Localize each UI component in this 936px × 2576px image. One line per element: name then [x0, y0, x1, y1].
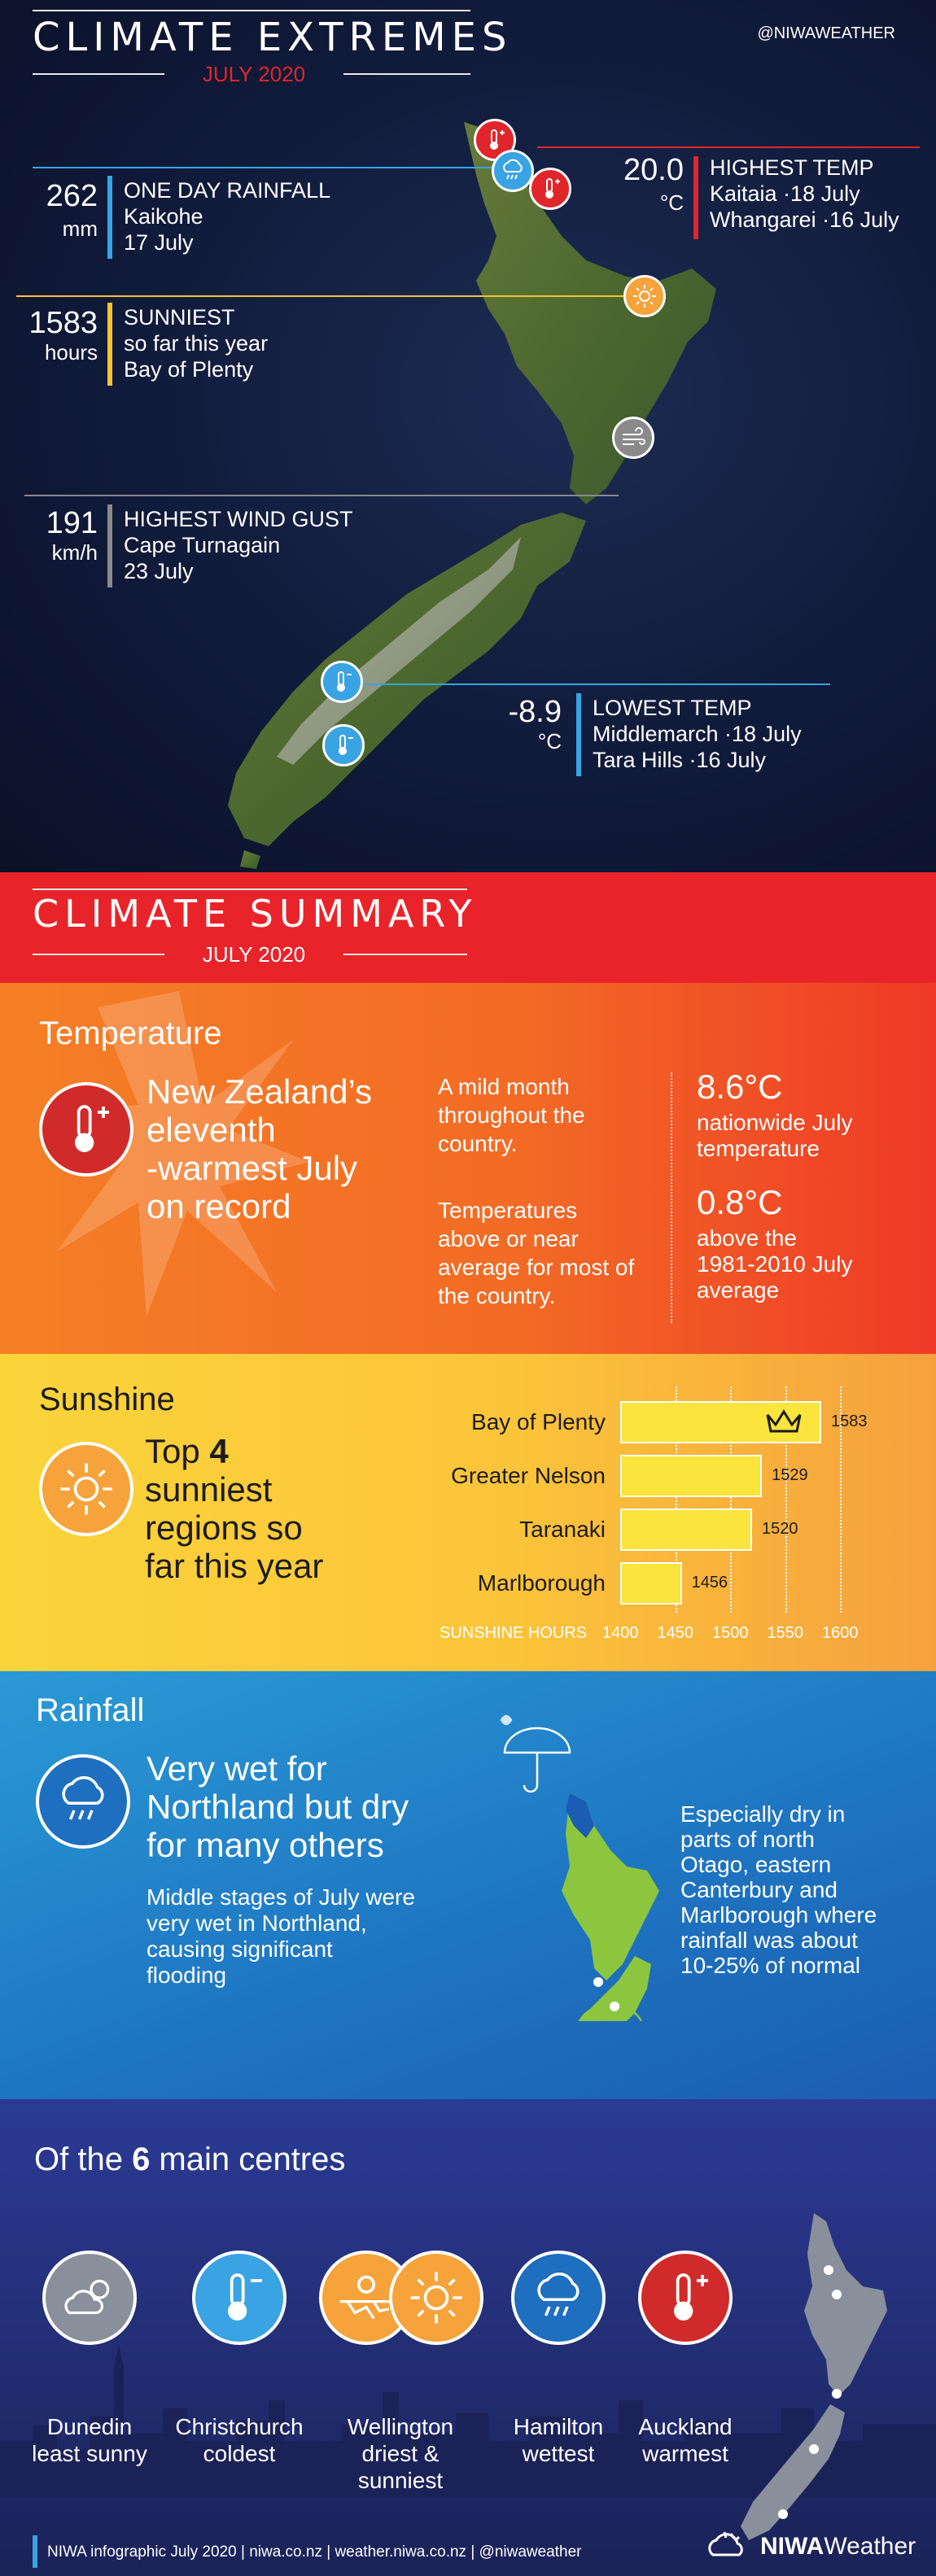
cloud-sun-icon — [59, 2272, 120, 2324]
hightemp-pin-whangarei — [529, 168, 571, 210]
thermometer-minus-icon — [211, 2269, 268, 2326]
climate-summary-header — [0, 872, 936, 983]
rainfall-unit: mm — [62, 216, 98, 241]
umbrella-rain-icon — [501, 1716, 570, 1792]
rainfall-bar — [107, 176, 112, 259]
centre-city: Dunedin — [46, 2414, 133, 2439]
wind-value: 191 — [46, 506, 98, 540]
thermometer-plus-icon — [58, 1101, 115, 1158]
dunedin-icon — [42, 2251, 137, 2345]
lowtemp-pin-middlemarch — [321, 661, 363, 703]
nationwide-temp-value: 8.6°C — [697, 1068, 783, 1106]
centre-note: wettest — [522, 2441, 595, 2466]
sunshine-region-label: Bay of Plenty — [471, 1409, 606, 1434]
centre-note: coldest — [203, 2441, 276, 2466]
centres-title — [34, 2142, 345, 2178]
temperature-divider — [671, 1072, 672, 1323]
niwa-weather-logo — [706, 2530, 916, 2563]
sunshine-value-label: 1520 — [762, 1520, 798, 1538]
hightemp-bar — [693, 156, 698, 239]
christchurch-icon — [192, 2251, 286, 2345]
cracked-earth-icon — [336, 2268, 396, 2328]
logo-light-text: Weather — [824, 2533, 916, 2560]
sunshine-value-label: 1456 — [691, 1574, 728, 1591]
sunniest-label-3: Bay of Plenty — [124, 357, 254, 382]
rainfall-side-line: rainfall was about — [680, 1928, 858, 1953]
centres-title-pre: Of the — [34, 2142, 133, 2177]
hightemp-unit: °C — [659, 190, 684, 215]
logo-bold-text: NIWA — [760, 2533, 824, 2560]
anomaly-label — [697, 1225, 852, 1303]
sunniest-label-2: so far this year — [124, 331, 269, 356]
rain-cloud-icon — [529, 2271, 588, 2325]
hightemp-label-2: Kaitaia ·18 July — [710, 181, 860, 206]
sunshine-tick-label: 1400 — [602, 1624, 639, 1642]
centre-city: Hamilton — [513, 2414, 604, 2439]
rainfall-side-line: Marlborough where — [680, 1902, 877, 1928]
rainfall-side-line: 10-25% of normal — [680, 1953, 861, 1978]
rainfall-desc-line: very wet in Northland, — [147, 1910, 367, 1936]
lowtemp-label-2: Middlemarch ·18 July — [593, 722, 802, 746]
wind-bar — [107, 504, 112, 587]
summary-rule-right — [343, 954, 467, 955]
lowtemp-label-3: Tara Hills ·16 July — [593, 748, 767, 772]
sunniest-leader-line — [16, 295, 635, 297]
anomaly-label-line: average — [697, 1277, 780, 1303]
sunshine-region-label: Marlborough — [477, 1570, 606, 1596]
lowtemp-bar — [576, 693, 581, 776]
thermometer-minus-icon — [330, 670, 354, 694]
sunshine-region-label: Taranaki — [519, 1517, 606, 1542]
rainfall-value: 262 — [46, 179, 98, 213]
nationwide-temp-label-line: nationwide July — [697, 1110, 853, 1135]
centre-note: driest & — [361, 2441, 440, 2466]
centre-city: Christchurch — [175, 2414, 304, 2439]
centre-note: sunniest — [357, 2468, 444, 2493]
stewart-island-shape — [240, 850, 260, 869]
wind-icon — [620, 427, 646, 448]
rain-cloud-icon — [500, 159, 526, 183]
sunniest-unit: hours — [44, 340, 98, 365]
summary-month: JULY 2020 — [202, 942, 306, 967]
rainfall-section — [0, 1671, 936, 2099]
sunshine-bar — [620, 1455, 762, 1497]
sunshine-headline-line: regions so — [145, 1508, 303, 1547]
sunshine-region-label: Greater Nelson — [451, 1463, 606, 1488]
rainfall-nz-map — [472, 1696, 716, 2021]
temperature-desc-line: average for most of — [438, 1255, 635, 1280]
sunshine-axis-label: SUNSHINE HOURS — [440, 1624, 588, 1642]
centre-city: Auckland — [638, 2414, 733, 2439]
rainfall-headline-line: Northland but dry — [147, 1788, 409, 1826]
sunshine-section — [0, 1354, 936, 1671]
sunshine-value-label: 1529 — [772, 1466, 808, 1484]
rainfall-label-2: Kaikohe — [124, 204, 203, 229]
temperature-headline — [147, 1072, 372, 1225]
wind-label-3: 23 July — [124, 559, 194, 583]
wind-leader-line — [24, 495, 619, 496]
rainfall-headline-line: Very wet for — [147, 1749, 327, 1788]
main-centres-section — [0, 2099, 936, 2576]
sunshine-bar — [620, 1508, 752, 1551]
rainfall-headline-line: for many others — [147, 1826, 384, 1864]
summary-title: CLIMATE SUMMARY — [33, 892, 478, 936]
rainfall-desc-line: Middle stages of July were — [147, 1884, 415, 1910]
centres-nz-map — [733, 2205, 895, 2547]
rainfall-side-note — [680, 1801, 877, 1978]
lowtemp-pin-tara-hills — [322, 724, 365, 766]
sunshine-headline-pre: Top — [145, 1432, 210, 1470]
rainfall-side-line: Otago, eastern — [680, 1852, 832, 1877]
anomaly-label-line: 1981-2010 July — [697, 1251, 853, 1277]
rainfall-desc — [147, 1884, 415, 1989]
extremes-title: CLIMATE EXTREMES — [33, 15, 513, 60]
crown-icon — [764, 1408, 803, 1436]
temperature-desc-2 — [438, 1196, 634, 1310]
footer-credits: NIWA infographic July 2020 | niwa.co.nz | weather.niwa.co.nz | @niwaweather — [47, 2543, 582, 2561]
hightemp-label-1: HIGHEST TEMP — [710, 155, 874, 180]
centre-note: least sunny — [32, 2441, 147, 2466]
summary-rule-top — [33, 889, 467, 890]
niwa-logo-icon — [706, 2530, 757, 2563]
rainfall-icon — [36, 1754, 130, 1849]
rainfall-desc-line: causing significant — [147, 1936, 333, 1962]
lowtemp-leader-line — [358, 683, 830, 685]
footer-accent-bar — [33, 2535, 37, 2568]
rainfall-label-3: 17 July — [124, 230, 194, 255]
wellington-label — [327, 2413, 474, 2494]
centre-city: Wellington — [347, 2414, 454, 2439]
temperature-headline-line: New Zealand’s — [147, 1072, 373, 1111]
temperature-headline-line: -warmest July — [147, 1149, 358, 1187]
rainfall-side-line: Especially dry in — [680, 1801, 846, 1827]
sunniest-value: 1583 — [28, 306, 98, 340]
centre-note: warmest — [642, 2441, 728, 2466]
lowtemp-label-1: LOWEST TEMP — [593, 696, 752, 720]
wind-pin-cape-turnagain — [612, 417, 654, 459]
sunshine-bar — [620, 1562, 682, 1605]
rainfall-headline — [147, 1749, 409, 1864]
sunshine-value-label: 1583 — [831, 1412, 868, 1430]
hamilton-label — [485, 2413, 632, 2467]
anomaly-label-line: above the — [697, 1225, 797, 1251]
rain-cloud-icon — [54, 1775, 112, 1828]
rainfall-side-line: parts of north — [680, 1827, 815, 1852]
sunniest-bar — [107, 303, 112, 386]
centres-title-num: 6 — [132, 2142, 151, 2177]
sunshine-tick-label: 1450 — [657, 1624, 693, 1642]
rainfall-leader-line — [33, 167, 505, 168]
temperature-desc-line: above or near — [438, 1226, 579, 1251]
anomaly-value: 0.8°C — [697, 1183, 783, 1221]
south-island-shape — [228, 513, 586, 846]
temperature-desc-line: A mild month — [438, 1074, 570, 1099]
thermometer-plus-icon — [483, 128, 507, 152]
summary-rule-left — [33, 954, 164, 955]
auckland-icon — [638, 2251, 733, 2345]
wind-unit: km/h — [51, 540, 98, 565]
temperature-section — [0, 983, 936, 1354]
wellington-sun-icon — [389, 2251, 483, 2345]
nationwide-temp-label — [697, 1110, 852, 1162]
rainfall-label-1: ONE DAY RAINFALL — [124, 178, 331, 203]
temperature-title: Temperature — [39, 1015, 222, 1051]
rainfall-side-line: Canterbury and — [680, 1877, 838, 1902]
sunshine-tick-label: 1600 — [822, 1624, 859, 1642]
rainfall-title: Rainfall — [36, 1692, 145, 1728]
nationwide-temp-label-line: temperature — [697, 1136, 820, 1161]
hightemp-value: 20.0 — [623, 153, 684, 187]
hamilton-icon — [511, 2251, 606, 2345]
sunniest-label-1: SUNNIEST — [124, 305, 235, 330]
sun-icon — [407, 2268, 466, 2327]
sunniest-pin-bay-of-plenty — [623, 275, 666, 317]
thermometer-plus-icon — [657, 2269, 714, 2326]
sunshine-tick-label: 1550 — [767, 1624, 803, 1642]
temperature-desc-1 — [438, 1072, 585, 1158]
dunedin-label — [16, 2413, 163, 2467]
climate-extremes-section — [0, 0, 936, 872]
sunshine-tick-label: 1500 — [712, 1624, 749, 1642]
sunshine-title: Sunshine — [39, 1382, 175, 1417]
thermometer-plus-icon — [538, 177, 562, 201]
rainfall-pin-kaikohe — [492, 150, 534, 192]
temperature-desc-line: Temperatures — [438, 1198, 578, 1223]
hightemp-leader-line — [537, 146, 920, 148]
thermometer-minus-icon — [331, 733, 356, 758]
rainfall-desc-line: flooding — [147, 1963, 227, 1988]
wind-label-2: Cape Turnagain — [124, 533, 281, 557]
lowtemp-unit: °C — [537, 729, 562, 753]
centres-north-island — [804, 2213, 887, 2396]
sunshine-headline-line: far this year — [145, 1547, 324, 1585]
hightemp-label-3: Whangarei ·16 July — [710, 207, 899, 232]
christchurch-label — [166, 2413, 313, 2467]
temperature-headline-line: on record — [147, 1187, 291, 1225]
twitter-handle: @NIWAWEATHER — [757, 24, 895, 42]
auckland-label — [612, 2413, 759, 2467]
lowtemp-value: -8.9 — [508, 695, 562, 729]
sun-icon — [632, 283, 658, 309]
temperature-icon — [39, 1082, 133, 1177]
centres-title-post: main centres — [150, 2142, 346, 2177]
sunshine-headline-line: sunniest — [145, 1470, 273, 1508]
wind-label-1: HIGHEST WIND GUST — [124, 507, 353, 531]
temperature-headline-line: eleventh — [147, 1111, 276, 1149]
extremes-month: JULY 2020 — [202, 62, 306, 86]
sunshine-headline-num: 4 — [209, 1432, 229, 1470]
temperature-desc-line: throughout the — [438, 1102, 585, 1128]
temperature-desc-line: country. — [438, 1131, 518, 1156]
temperature-desc-line: the country. — [438, 1283, 556, 1308]
